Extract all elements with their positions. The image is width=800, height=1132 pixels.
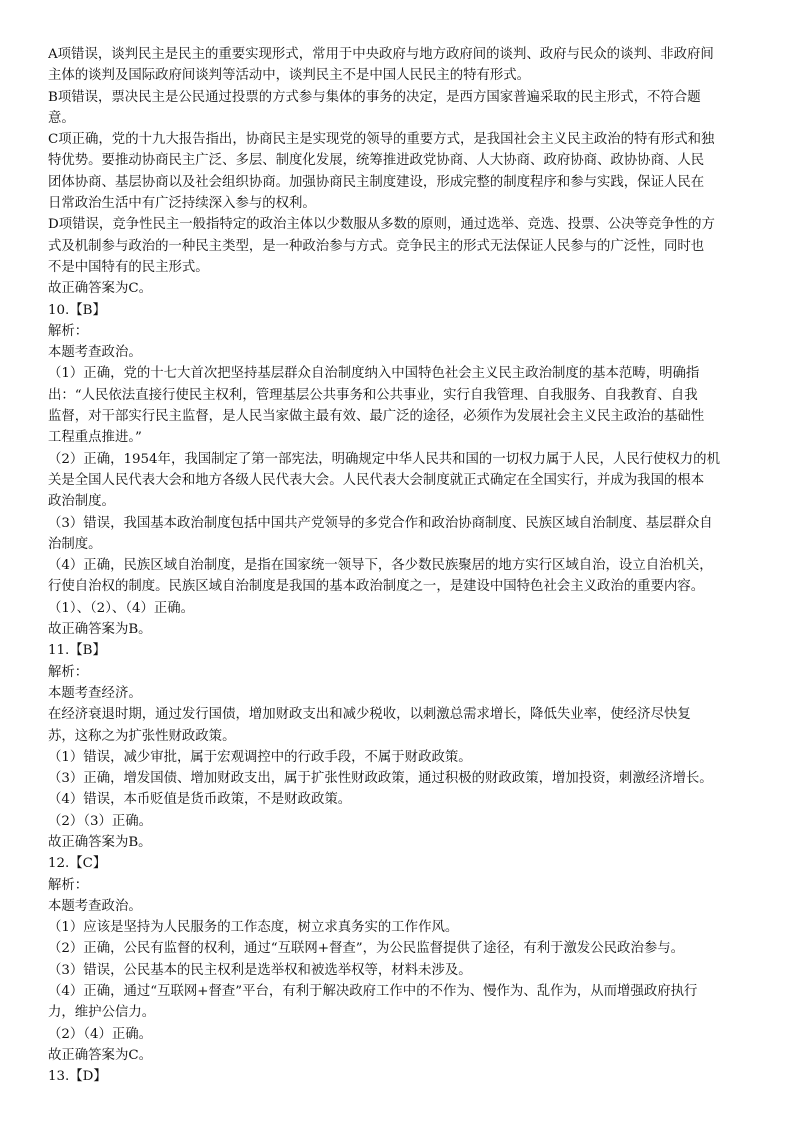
- text-line: （4）错误，本币贬值是货币政策，不是财政政策。: [48, 792, 352, 808]
- text-line: （4）正确，通过“互联网+督查”平台，有利于解决政府工作中的不作为、慢作为、乱作为，从而增强政府执行: [48, 984, 698, 1000]
- text-line: D项错误，竞争性民主一般指特定的政治主体以少数服从多数的原则，通过选举、竞选、投票、公决等竞争性的方: [48, 217, 715, 233]
- text-line: 故正确答案为B。: [48, 622, 152, 638]
- text-line: 13.【D】: [48, 1069, 107, 1085]
- text-line: 政治制度。: [48, 494, 115, 510]
- text-line: 关是全国人民代表大会和地方各级人民代表大会。人民代表大会制度就正式确定在全国实行，并成为我国的根本: [48, 472, 705, 488]
- text-line: 故正确答案为B。: [48, 834, 152, 850]
- text-line: （3）错误，我国基本政治制度包括中国共产党领导的多党合作和政治协商制度、民族区域自治制度、基层群众自: [48, 515, 713, 531]
- text-line: B项错误，票决民主是公民通过投票的方式参与集体的事务的决定，是西方国家普遍采取的民主形式，不符合题: [48, 89, 701, 105]
- text-line: （3）错误，公民基本的民主权利是选举权和被选举权等，材料未涉及。: [48, 962, 472, 978]
- text-line: 特优势。要推动协商民主广泛、多层、制度化发展，统筹推进政党协商、人大协商、政府协商、政协协商、人民: [48, 153, 705, 169]
- text-line: 意。: [48, 110, 75, 126]
- text-line: （1）错误，减少审批，属于宏观调控中的行政手段，不属于财政政策。: [48, 749, 472, 765]
- text-line: 力，维护公信力。: [48, 1005, 156, 1021]
- text-line: 10.【B】: [48, 302, 106, 318]
- text-line: 本题考查政治。: [48, 898, 142, 914]
- text-line: （3）正确，增发国债、增加财政支出，属于扩张性财政政策，通过积极的财政政策，增加投资，刺激经济增长。: [48, 771, 713, 787]
- text-line: 解析：: [48, 323, 89, 339]
- text-line: 故正确答案为C。: [48, 281, 152, 297]
- text-line: 治制度。: [48, 536, 102, 552]
- text-line: 监督，对干部实行民主监督，是人民当家做主最有效、最广泛的途径，必须作为发展社会主义民主政治的基础性: [48, 409, 705, 425]
- text-line: A项错误，谈判民主是民主的重要实现形式，常用于中央政府与地方政府间的谈判、政府与民众的谈判、非政府间: [48, 47, 714, 62]
- text-line: （2）正确，公民有监督的权利，通过“互联网+督查”，为公民监督提供了途径，有利于激发公民政治参与。: [48, 941, 685, 957]
- text-line: （2）正确，1954年，我国制定了第一部宪法，明确规定中华人民共和国的一切权力属于人民，人民行使权力的机: [48, 451, 720, 467]
- text-line: 在经济衰退时期，通过发行国债，增加财政支出和减少税收，以刺激总需求增长，降低失业率，使经济尽快复: [48, 707, 691, 723]
- text-line: 11.【B】: [48, 643, 106, 659]
- text-line: 12.【C】: [48, 856, 107, 872]
- text-line: （1）正确，党的十七大首次把坚持基层群众自治制度纳入中国特色社会主义民主政治制度的基本范畴，明确指: [48, 366, 700, 382]
- text-line: 苏，这称之为扩张性财政政策。: [48, 728, 236, 744]
- text-line: 工程重点推进。”: [48, 430, 142, 446]
- text-line: C项正确，党的十九大报告指出，协商民主是实现党的领导的重要方式，是我国社会主义民主政治的特有形式和独: [48, 132, 715, 148]
- text-line: 团体协商、基层协商以及社会组织协商。加强协商民主制度建设，形成完整的制度程序和参与实践，保证人民在: [48, 174, 705, 190]
- text-line: （1）、（2）、（4）正确。: [48, 600, 195, 616]
- text-line: 出：“人民依法直接行使民主权利，管理基层公共事务和公共事业，实行自我管理、自我服务、自我教育、自我: [48, 387, 698, 403]
- text-line: 行使自治权的制度。民族区域自治制度是我国的基本政治制度之一，是建设中国特色社会主义政治的重要内容。: [48, 579, 705, 595]
- text-line: （2）（4）正确。: [48, 1026, 153, 1042]
- text-line: 本题考查政治。: [48, 345, 142, 361]
- text-line: 不是中国特有的民主形式。: [48, 259, 209, 275]
- text-line: （1）应该是坚持为人民服务的工作态度，树立求真务实的工作作风。: [48, 920, 459, 936]
- text-line: 故正确答案为C。: [48, 1047, 152, 1063]
- text-line: （2）（3）正确。: [48, 813, 153, 829]
- text-line: 解析：: [48, 877, 89, 893]
- text-line: 解析：: [48, 664, 89, 680]
- text-line: 本题考查经济。: [48, 685, 142, 701]
- text-line: 式及机制参与政治的一种民主类型，是一种政治参与方式。竞争民主的形式无法保证人民参与的广泛性，同时也: [48, 238, 705, 254]
- text-line: （4）正确，民族区域自治制度，是指在国家统一领导下，各少数民族聚居的地方实行区域自治，设立自治机关，: [48, 558, 713, 574]
- text-line: 日常政治生活中有广泛持续深入参与的权利。: [48, 196, 316, 212]
- text-line: 主体的谈判及国际政府间谈判等活动中，谈判民主不是中国人民民主的特有形式。: [48, 68, 531, 84]
